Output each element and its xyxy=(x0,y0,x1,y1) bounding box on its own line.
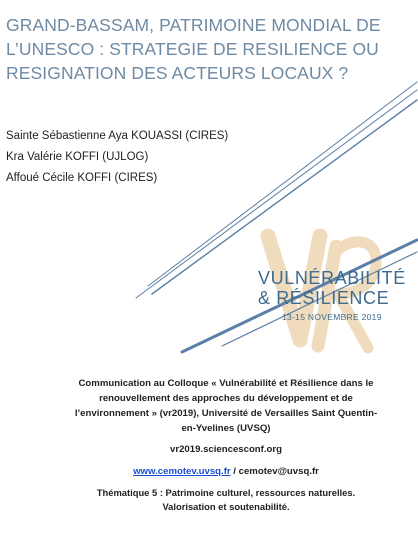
logo-line-resilience: & RÉSILIENCE xyxy=(258,288,390,308)
author-1: Sainte Sébastienne Aya KOUASSI (CIRES) xyxy=(6,130,229,142)
contact-links xyxy=(70,466,382,477)
communication-note: Communication au Colloque « Vulnérabilité et Résilience dans le renouvellement des approches du développement et de l’environnement » (vr2019), Université de Versailles Saint Quentin-en-Yvelines (UVSQ) xyxy=(74,378,378,434)
logo-line-vulnerabilite: VULNÉRABILITÉ xyxy=(258,268,406,288)
website-link[interactable]: www.cemotev.uvsq.fr xyxy=(133,466,231,477)
link-separator: / xyxy=(230,466,239,477)
author-2: Kra Valérie KOFFI (UJLOG) xyxy=(6,151,149,163)
author-3: Affoué Cécile KOFFI (CIRES) xyxy=(6,172,158,184)
document-title: GRAND-BASSAM, PATRIMOINE MONDIAL DE L’UNESCO : STRATEGIE DE RESILIENCE OU RESIGNATION DES ACTEURS LOCAUX ? xyxy=(6,15,381,83)
contact-email: cemotev@uvsq.fr xyxy=(238,466,319,477)
conference-site: vr2019.sciencesconf.org xyxy=(170,444,282,455)
theme-statement: Thématique 5 : Patrimoine culturel, ressources naturelles. Valorisation et soutenabilité. xyxy=(96,487,356,512)
conference-logo-text xyxy=(258,268,406,322)
logo-dates: 13-15 NOVEMBRE 2019 xyxy=(282,312,382,322)
